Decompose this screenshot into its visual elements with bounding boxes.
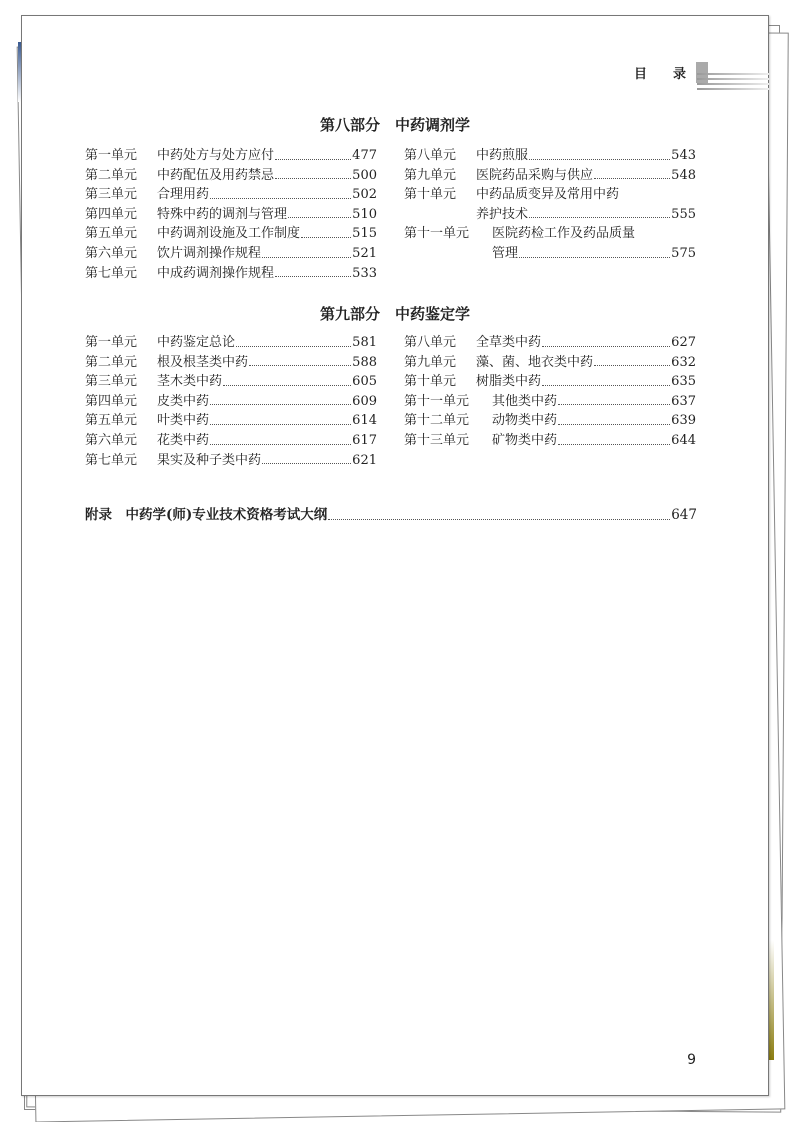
toc-entry-unit: 第九单元 xyxy=(404,167,457,183)
toc-entry-unit: 第十一单元 xyxy=(404,226,470,242)
toc-entry-title: 皮类中药 xyxy=(157,393,210,409)
toc-entry-page: 510 xyxy=(352,206,377,222)
toc-entry-title: 中药调剂设施及工作制度 xyxy=(157,226,301,242)
dot-leader xyxy=(288,205,351,219)
toc-entry[interactable] xyxy=(404,411,696,431)
toc-entry-page: 588 xyxy=(352,354,377,370)
dot-leader xyxy=(275,146,351,160)
toc-entry-title: 附录 中药学(师)专业技术资格考试大纲 xyxy=(85,507,328,523)
dot-leader xyxy=(210,411,351,425)
toc-entry-title: 动物类中药 xyxy=(492,413,558,429)
toc-entry-appendix[interactable] xyxy=(85,506,697,526)
toc-entry-title: 茎木类中药 xyxy=(157,374,223,390)
toc-entry-page: 515 xyxy=(352,226,377,242)
toc-entry-unit: 第六单元 xyxy=(85,245,138,261)
toc-entry-title: 花类中药 xyxy=(157,432,210,448)
toc-entry-title: 特殊中药的调剂与管理 xyxy=(157,206,288,222)
dot-leader xyxy=(210,185,351,199)
toc-entry-unit: 第四单元 xyxy=(85,206,138,222)
toc-entry-page: 533 xyxy=(352,265,377,281)
toc-entry-unit: 第四单元 xyxy=(85,393,138,409)
toc-entry-unit: 第十二单元 xyxy=(404,413,470,429)
toc-entry-page: 500 xyxy=(352,167,377,183)
toc-entry-title: 中药品质变异及常用中药 xyxy=(476,187,620,203)
toc-entry-title: 中药煎服 xyxy=(476,148,529,163)
dot-leader xyxy=(223,372,351,386)
toc-entry-page: 555 xyxy=(671,206,696,222)
toc-entry-page: 609 xyxy=(352,393,377,409)
toc-page xyxy=(21,15,769,1096)
toc-entry[interactable] xyxy=(85,146,377,166)
toc-entry[interactable] xyxy=(85,224,377,244)
toc-entry-title: 根及根茎类中药 xyxy=(157,354,249,370)
toc-entry-page: 614 xyxy=(352,413,377,429)
toc-entry[interactable] xyxy=(404,166,696,186)
toc-entry-unit: 第二单元 xyxy=(85,354,138,370)
toc-entry-page: 477 xyxy=(352,148,377,163)
toc-entry-title: 矿物类中药 xyxy=(492,432,558,448)
dot-leader xyxy=(558,431,670,445)
toc-entry-page: 639 xyxy=(671,413,696,429)
toc-entry-unit: 第三单元 xyxy=(85,374,138,390)
part8-right-column xyxy=(404,146,696,264)
toc-entry-unit: 第一单元 xyxy=(85,148,138,163)
toc-entry-title: 饮片调剂操作规程 xyxy=(157,245,262,261)
toc-entry-page: 621 xyxy=(352,452,377,468)
toc-entry[interactable] xyxy=(404,392,696,412)
toc-entry[interactable] xyxy=(85,353,377,373)
dot-leader xyxy=(275,166,351,180)
toc-entry[interactable] xyxy=(404,372,696,392)
dot-leader xyxy=(210,431,351,445)
dot-leader xyxy=(594,166,670,180)
toc-entry-unit: 第七单元 xyxy=(85,452,138,468)
toc-entry[interactable] xyxy=(85,166,377,186)
toc-entry[interactable] xyxy=(85,431,377,451)
toc-entry-title: 叶类中药 xyxy=(157,413,210,429)
toc-entry-page: 647 xyxy=(671,507,697,523)
toc-entry-unit: 第九单元 xyxy=(404,354,457,370)
toc-entry-unit: 第三单元 xyxy=(85,187,138,203)
toc-entry-page: 502 xyxy=(352,187,377,203)
toc-entry[interactable] xyxy=(85,372,377,392)
toc-entry[interactable] xyxy=(85,451,377,471)
toc-entry-title: 中药处方与处方应付 xyxy=(157,148,275,163)
dot-leader xyxy=(262,244,351,258)
toc-entry-page: 521 xyxy=(352,245,377,261)
toc-entry-unit: 第十三单元 xyxy=(404,432,470,448)
dot-leader xyxy=(301,224,351,238)
toc-entry-unit: 第十一单元 xyxy=(404,393,470,409)
toc-entry-title: 果实及种子类中药 xyxy=(157,452,262,468)
toc-entry[interactable] xyxy=(85,185,377,205)
toc-entry-unit: 第十单元 xyxy=(404,374,457,390)
toc-entry-page: 617 xyxy=(352,432,377,448)
dot-leader xyxy=(236,333,351,347)
dot-leader xyxy=(542,372,670,386)
toc-entry-unit: 第八单元 xyxy=(404,148,457,163)
toc-entry-title: 其他类中药 xyxy=(492,393,558,409)
header-lines-decoration xyxy=(697,73,769,93)
dot-leader xyxy=(262,451,351,465)
toc-entry[interactable] xyxy=(85,333,377,353)
toc-entry-continued[interactable] xyxy=(404,244,696,264)
dot-leader xyxy=(275,264,351,278)
toc-entry-title: 全草类中药 xyxy=(476,335,542,350)
dot-leader xyxy=(328,506,670,520)
section-heading-part9: 第九部分 中药鉴定学 xyxy=(319,305,470,323)
toc-entry-unit: 第二单元 xyxy=(85,167,138,183)
dot-leader xyxy=(529,146,670,160)
toc-entry-unit: 第六单元 xyxy=(85,432,138,448)
toc-entry-page: 581 xyxy=(352,335,377,350)
header-title-a: 目 xyxy=(633,67,647,82)
dot-leader xyxy=(210,392,351,406)
dot-leader xyxy=(529,205,670,219)
toc-entry[interactable] xyxy=(85,392,377,412)
toc-entry-page: 543 xyxy=(671,148,696,163)
toc-entry-title: 医院药品采购与供应 xyxy=(476,167,594,183)
section-heading-part8: 第八部分 中药调剂学 xyxy=(319,116,470,134)
toc-entry[interactable] xyxy=(404,333,696,353)
toc-entry[interactable] xyxy=(85,205,377,225)
dot-leader xyxy=(558,392,670,406)
toc-entry-page: 644 xyxy=(671,432,696,448)
toc-entry-unit: 第一单元 xyxy=(85,335,138,350)
toc-entry-page: 627 xyxy=(671,335,696,350)
dot-leader xyxy=(558,411,670,425)
dot-leader xyxy=(519,244,670,258)
toc-entry-title-continued: 管理 xyxy=(492,245,519,261)
toc-entry-page: 632 xyxy=(671,354,696,370)
dot-leader xyxy=(249,353,351,367)
part9-right-column xyxy=(404,333,696,451)
toc-entry-title: 树脂类中药 xyxy=(476,374,542,390)
toc-entry-unit: 第五单元 xyxy=(85,413,138,429)
toc-entry-title: 医院药检工作及药品质量 xyxy=(492,226,636,242)
toc-entry-page: 575 xyxy=(671,245,696,261)
toc-entry-title-continued: 养护技术 xyxy=(476,206,529,222)
toc-entry[interactable] xyxy=(404,353,696,373)
toc-entry-page: 605 xyxy=(352,374,377,390)
toc-entry[interactable] xyxy=(404,185,696,205)
toc-entry-title: 中药鉴定总论 xyxy=(157,335,236,350)
toc-entry[interactable] xyxy=(85,244,377,264)
toc-entry[interactable] xyxy=(404,146,696,166)
toc-entry[interactable] xyxy=(404,224,696,244)
toc-entry-unit: 第十单元 xyxy=(404,187,457,203)
header-title-b: 录 xyxy=(672,67,686,82)
toc-entry-continued[interactable] xyxy=(404,205,696,225)
toc-entry-page: 548 xyxy=(671,167,696,183)
toc-entry[interactable] xyxy=(85,411,377,431)
part8-left-column xyxy=(85,146,377,283)
toc-entry-unit: 第七单元 xyxy=(85,265,138,281)
toc-entry[interactable] xyxy=(85,264,377,284)
dot-leader xyxy=(542,333,670,347)
toc-entry-page: 635 xyxy=(671,374,696,390)
page-number: 9 xyxy=(687,1052,696,1068)
dot-leader xyxy=(594,353,670,367)
toc-entry-title: 藻、菌、地衣类中药 xyxy=(476,354,594,370)
toc-entry-title: 合理用药 xyxy=(157,187,210,203)
part9-left-column xyxy=(85,333,377,470)
toc-entry-page: 637 xyxy=(671,393,696,409)
toc-entry-title: 中药配伍及用药禁忌 xyxy=(157,167,275,183)
toc-entry-unit: 第八单元 xyxy=(404,335,457,350)
toc-entry-title: 中成药调剂操作规程 xyxy=(157,265,275,281)
toc-entry[interactable] xyxy=(404,431,696,451)
toc-entry-unit: 第五单元 xyxy=(85,226,138,242)
